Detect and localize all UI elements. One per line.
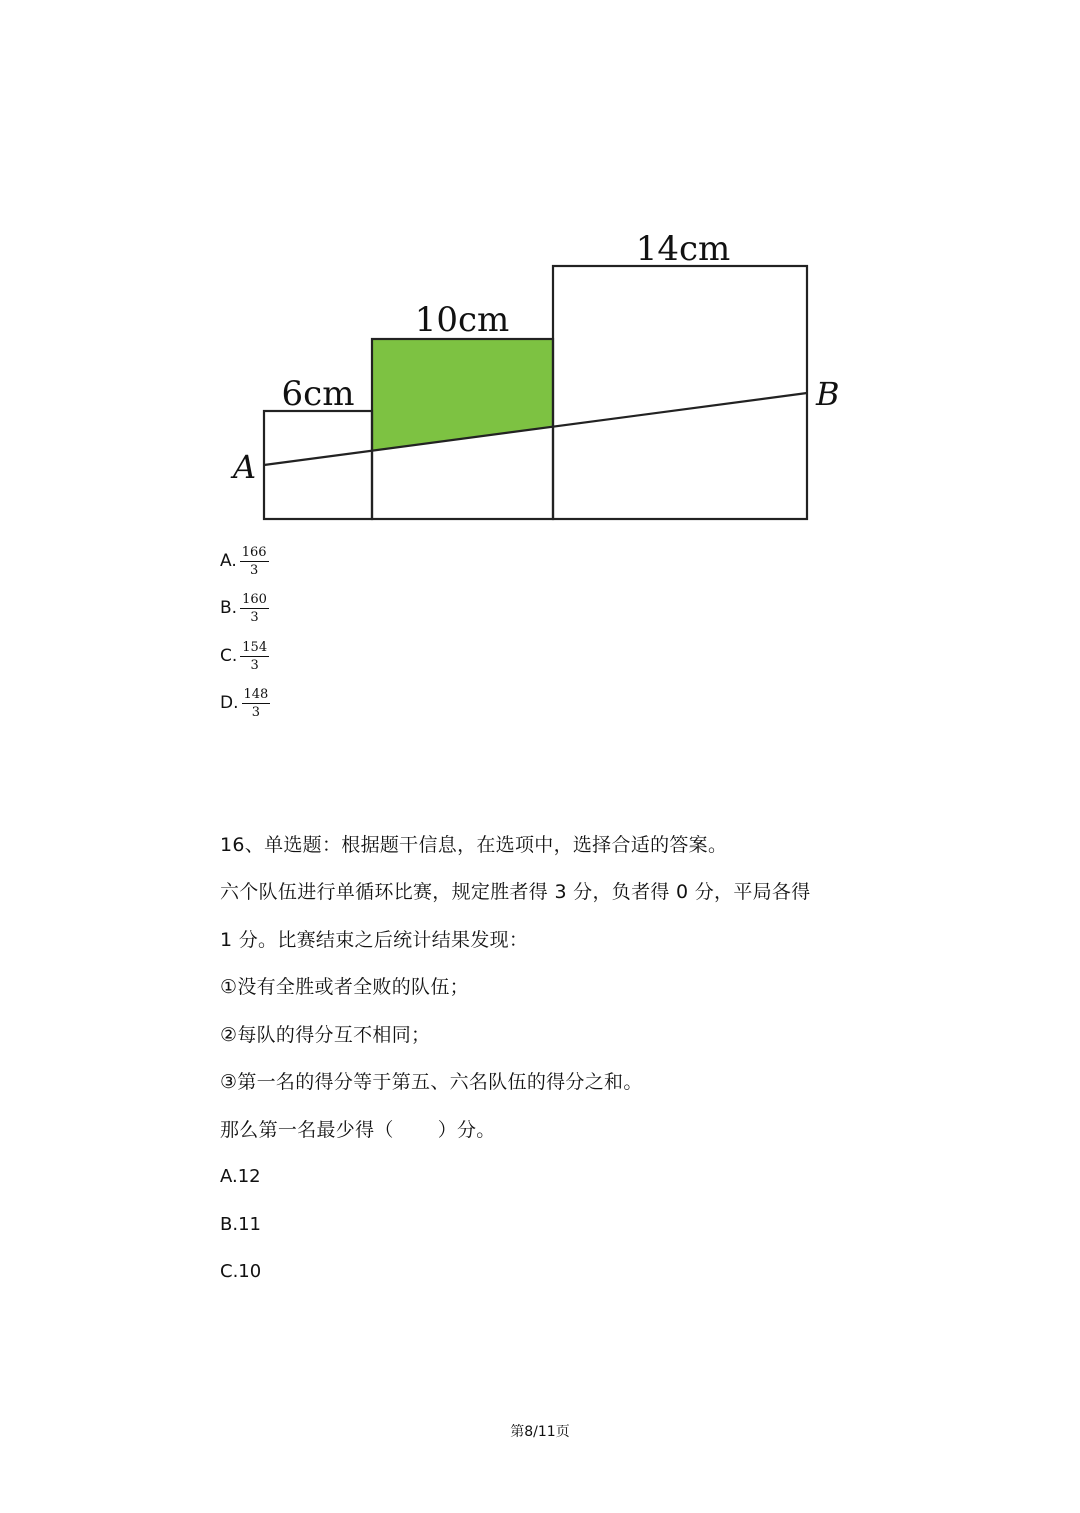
ask-before: 那么第一名最少得（: [220, 1119, 394, 1141]
question-16-stem-line-1: 六个队伍进行单循环比赛，规定胜者得 3 分，负者得 0 分，平局各得: [220, 881, 811, 903]
point-a-label: A: [233, 448, 257, 486]
q16-option-c[interactable]: C.10: [220, 1261, 262, 1282]
fraction-denominator: 3: [250, 657, 259, 673]
fraction-denominator: 3: [251, 704, 261, 720]
fraction-denominator: 3: [250, 609, 259, 625]
label-10cm: 10cm: [414, 300, 510, 340]
option-c[interactable]: [220, 634, 269, 678]
condition-3: ③第一名的得分等于第五、六名队伍的得分之和。: [220, 1071, 643, 1093]
fraction-numerator: 148: [243, 686, 269, 702]
page-number: 第8/11页: [510, 1424, 570, 1440]
geometry-figure: [0, 0, 1080, 540]
point-b-label: B: [816, 375, 840, 413]
fraction-numerator: 154: [242, 639, 268, 655]
option-letter: C.: [220, 646, 238, 666]
ask-after: ）分。: [437, 1119, 496, 1141]
fraction-denominator: 3: [250, 562, 259, 578]
fraction: [242, 687, 271, 720]
fraction-numerator: 166: [241, 544, 267, 560]
question-16-ask: [220, 1117, 496, 1143]
option-letter: A.: [220, 551, 237, 571]
shaded-region: [372, 339, 553, 450]
fraction: [240, 592, 269, 625]
label-14cm: 14cm: [635, 229, 731, 269]
fraction: [240, 545, 269, 578]
q16-option-a[interactable]: A.12: [220, 1166, 261, 1187]
option-d[interactable]: [220, 681, 270, 725]
fraction-numerator: 160: [242, 591, 267, 607]
condition-2: ②每队的得分互不相同；: [220, 1024, 431, 1046]
option-letter: B.: [220, 598, 238, 618]
option-b[interactable]: [220, 586, 269, 630]
label-6cm: 6cm: [281, 374, 355, 414]
fraction: [240, 640, 269, 673]
option-letter: D.: [220, 693, 239, 713]
q16-option-b[interactable]: B.11: [220, 1214, 261, 1235]
condition-1: ①没有全胜或者全败的队伍；: [220, 976, 469, 998]
question-16-stem-line-2: 1 分。比赛结束之后统计结果发现：: [220, 929, 529, 951]
question-16-header: 16、单选题：根据题干信息，在选项中，选择合适的答案。: [220, 834, 728, 856]
option-a[interactable]: [220, 539, 269, 583]
large-square: [553, 266, 807, 519]
small-square: [264, 411, 372, 519]
